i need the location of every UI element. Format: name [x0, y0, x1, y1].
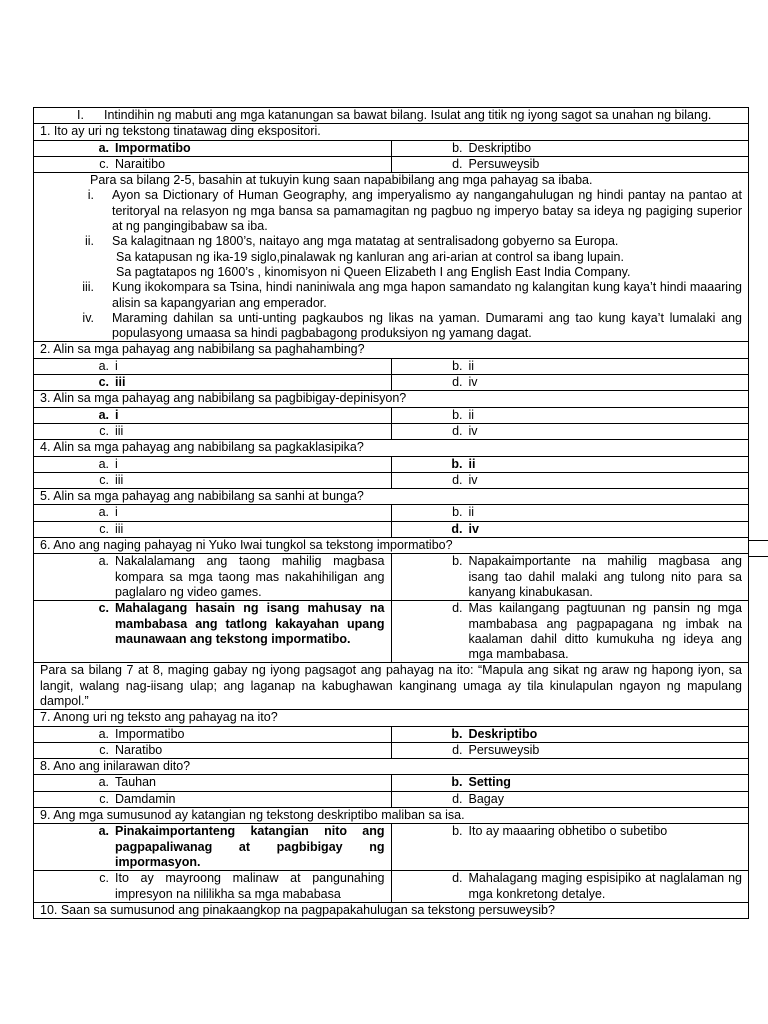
option-row — [34, 505, 749, 521]
option-3b[interactable] — [391, 407, 749, 423]
statement-text: Kung ikokompara sa Tsina, hindi naniniwala ang mga hapon samandato ng kalangitan kung kaya’t hindi maaaring alisin sa kapangyarian ang emperador. — [112, 280, 742, 310]
option-text: iv — [468, 521, 479, 536]
option-5c[interactable] — [34, 521, 392, 537]
statement-number — [40, 250, 112, 265]
option-text: iii — [115, 375, 126, 390]
option-text: Damdamin — [115, 791, 176, 806]
question-row — [34, 538, 749, 554]
option-text: Napakaimportante na mahilig magbasa ang isang tao dahil malaki ang tulong nito para sa kanyang kinabukasan. — [468, 554, 742, 599]
option-text: Persuweysib — [468, 156, 540, 171]
option-row — [34, 156, 749, 172]
question-1: 1. Ito ay uri ng tekstong tinatawag ding ekspositori. — [34, 124, 749, 140]
option-6c[interactable] — [34, 601, 392, 663]
option-letter: a. — [98, 358, 109, 373]
question-row — [34, 391, 749, 407]
statement-text: Sa katapusan ng ika-19 siglo,pinalawak ng kanluran ang ari-arian at control sa ibang lupain. — [116, 249, 624, 264]
option-text: Impormatibo — [115, 726, 185, 741]
question-7: 7. Anong uri ng teksto ang pahayag na ito? — [34, 710, 749, 726]
question-4: 4. Alin sa mga pahayag ang nabibilang sa pagkaklasipika? — [34, 440, 749, 456]
option-2b[interactable] — [391, 358, 749, 374]
option-9d[interactable] — [391, 871, 749, 903]
option-row — [34, 742, 749, 758]
option-row — [34, 358, 749, 374]
option-letter: d. — [452, 156, 463, 171]
option-letter: a. — [98, 554, 109, 569]
option-9a[interactable] — [34, 824, 392, 871]
option-letter: b. — [452, 407, 463, 422]
option-text: Mahalagang maging espisipiko at naglalaman ng mga konkretong detalye. — [468, 871, 742, 901]
option-7b[interactable] — [391, 726, 749, 742]
option-letter: b. — [452, 505, 463, 520]
question-row — [34, 489, 749, 505]
statement-number: i. — [87, 188, 94, 203]
statement-text: Ayon sa Dictionary of Human Geography, ang imperyalismo ay nangangahulugan ng hindi pantay na pantao at teritoryal na relasyon ng mga bansa sa pamamagitan ng pagbuo ng imperyo batay sa ideya ng pagiging superior at ng pangingibabaw sa iba. — [112, 188, 742, 234]
quiz-table — [33, 107, 749, 919]
option-row — [34, 140, 749, 156]
option-text: ii — [468, 456, 476, 471]
option-1b[interactable] — [391, 140, 749, 156]
option-text: Ito ay mayroong malinaw at pangunahing impresyon na nililikha sa mga mababasa — [115, 871, 385, 901]
option-letter: c. — [99, 423, 109, 438]
option-text: Nakalalamang ang taong mahilig magbasa kompara sa mga taong mas nakahihiligan ang paglalaro ng video games. — [115, 554, 385, 599]
passage-2-5 — [34, 173, 749, 342]
option-text: Impormatibo — [115, 140, 191, 155]
statement-text: Sa pagtatapos ng 1600’s , kinomisyon ni Queen Elizabeth I ang English East India Company. — [116, 264, 631, 279]
option-letter: a. — [98, 505, 109, 520]
option-letter: d. — [452, 472, 463, 487]
option-2d[interactable] — [391, 375, 749, 391]
option-letter: a. — [98, 456, 109, 471]
question-10: 10. Saan sa sumusunod ang pinakaangkop na pagpapakahulugan sa tekstong persuweysib? — [34, 902, 749, 918]
option-3a[interactable] — [34, 407, 392, 423]
option-text: Ito ay maaaring obhetibo o subetibo — [468, 824, 668, 839]
option-2a[interactable] — [34, 358, 392, 374]
question-row — [34, 342, 749, 358]
option-3c[interactable] — [34, 423, 392, 439]
option-letter: d. — [452, 791, 463, 806]
statement-number: iii. — [82, 280, 94, 295]
option-4d[interactable] — [391, 472, 749, 488]
instruction-number: I. — [77, 108, 84, 122]
option-text: Bagay — [468, 791, 504, 806]
option-row — [34, 791, 749, 807]
option-text: Setting — [468, 775, 511, 790]
option-row — [34, 423, 749, 439]
option-4b[interactable] — [391, 456, 749, 472]
passage-row — [34, 173, 749, 342]
statement-number: iv. — [82, 310, 94, 325]
option-8a[interactable] — [34, 775, 392, 791]
option-letter: d. — [452, 375, 463, 390]
option-text: Deskriptibo — [468, 726, 538, 741]
question-5: 5. Alin sa mga pahayag ang nabibilang sa sanhi at bunga? — [34, 489, 749, 505]
option-letter: c. — [99, 791, 109, 806]
option-6b[interactable] — [391, 554, 749, 601]
option-text: Pinakaimportanteng katangian nito ang pagpapaliwanag at pagbibigay ng impormasyon. — [115, 824, 385, 869]
option-text: ii — [468, 407, 475, 422]
question-3: 3. Alin sa mga pahayag ang nabibilang sa pagbibigay-depinisyon? — [34, 391, 749, 407]
option-letter: d. — [452, 742, 463, 757]
option-text: i — [115, 505, 118, 520]
option-text: i — [115, 407, 119, 422]
option-letter: c. — [98, 601, 109, 616]
question-9: 9. Ang mga sumusunod ay katangian ng tekstong deskriptibo maliban sa isa. — [34, 808, 749, 824]
option-3d[interactable] — [391, 423, 749, 439]
question-row — [34, 440, 749, 456]
option-9b[interactable] — [391, 824, 749, 871]
option-letter: b. — [451, 726, 463, 741]
instruction-text: Intindihin ng mabuti ang mga katanungan sa bawat bilang. Isulat ang titik ng iyong sagot sa unahan ng bilang. — [104, 108, 712, 122]
option-row — [34, 521, 749, 537]
option-1c[interactable] — [34, 156, 392, 172]
option-9c[interactable] — [34, 871, 392, 903]
option-7a[interactable] — [34, 726, 392, 742]
option-text: Naratibo — [115, 742, 163, 757]
option-text: Mahalagang hasain ng isang mahusay na mambabasa ang tatlong kakayahan upang maunawaan ang tekstong impormatibo. — [115, 601, 385, 646]
border-stub — [749, 556, 768, 557]
option-row — [34, 375, 749, 391]
option-letter: a. — [98, 726, 109, 741]
option-letter: a. — [98, 140, 109, 155]
option-8b[interactable] — [391, 775, 749, 791]
option-letter: d. — [452, 601, 463, 616]
question-row — [34, 759, 749, 775]
option-5a[interactable] — [34, 505, 392, 521]
option-text: ii — [468, 358, 475, 373]
option-letter: b. — [452, 358, 463, 373]
option-row — [34, 775, 749, 791]
option-text: Persuweysib — [468, 742, 540, 757]
option-row — [34, 871, 749, 903]
option-row — [34, 407, 749, 423]
option-text: iii — [115, 472, 124, 487]
option-text: Tauhan — [115, 775, 157, 790]
question-2: 2. Alin sa mga pahayag ang nabibilang sa paghahambing? — [34, 342, 749, 358]
question-row — [34, 902, 749, 918]
option-row — [34, 456, 749, 472]
option-7c[interactable] — [34, 742, 392, 758]
option-letter: c. — [99, 742, 109, 757]
option-letter: b. — [451, 775, 463, 790]
option-text: i — [115, 358, 118, 373]
statement-number — [40, 265, 112, 280]
statement-text: Maraming dahilan sa unti-unting pagkaubos ng likas na yaman. Dumarami ang tao kung kaya’t lumalaki ang populasyong umaasa sa hindi pagbabagong produksiyon ng yamang dagat. — [112, 310, 742, 341]
statement-text: Sa kalagitnaan ng 1800’s, naitayo ang mga matatag at sentralisadong gobyerno sa Europa. — [112, 234, 619, 249]
option-row — [34, 554, 749, 601]
option-letter: d. — [452, 871, 463, 886]
option-text: Deskriptibo — [468, 140, 532, 155]
option-text: Naraitibo — [115, 156, 166, 171]
instruction-cell — [34, 108, 749, 124]
option-row — [34, 726, 749, 742]
option-text: iv — [468, 423, 478, 438]
option-letter: a. — [98, 407, 109, 422]
option-letter: c. — [99, 156, 109, 171]
option-4a[interactable] — [34, 456, 392, 472]
border-stub — [749, 540, 768, 541]
option-2c[interactable] — [34, 375, 392, 391]
option-text: iv — [468, 472, 478, 487]
statement-number: ii. — [84, 234, 94, 249]
passage-7-8: Para sa bilang 7 at 8, maging gabay ng iyong pagsagot ang pahayag na ito: “Mapula ang sikat ng araw ng hapong iyon, sa langit, walang nag-iisang ulap; ang laganap na kabughawan kanginang umaga ay tila kinulapulan ngayon ng mapulang dampol.” — [34, 663, 749, 710]
option-letter: a. — [98, 824, 109, 839]
option-5d[interactable] — [391, 521, 749, 537]
option-letter: a. — [98, 775, 109, 790]
option-row — [34, 601, 749, 663]
option-letter: b. — [452, 824, 463, 839]
option-6a[interactable] — [34, 554, 392, 601]
option-letter: b. — [452, 554, 463, 569]
option-8c[interactable] — [34, 791, 392, 807]
option-letter: b. — [452, 140, 463, 155]
option-row — [34, 824, 749, 871]
question-8: 8. Ano ang inilarawan dito? — [34, 759, 749, 775]
passage-intro: Para sa bilang 2-5, basahin at tukuyin kung saan napabibilang ang mga pahayag sa ibaba. — [90, 173, 593, 188]
option-letter: b. — [451, 456, 463, 471]
option-6d[interactable] — [391, 601, 749, 663]
option-text: iii — [115, 521, 124, 536]
option-text: iii — [115, 423, 124, 438]
option-4c[interactable] — [34, 472, 392, 488]
question-6: 6. Ano ang naging pahayag ni Yuko Iwai tungkol sa tekstong impormatibo? — [34, 538, 749, 554]
option-letter: d. — [452, 423, 463, 438]
instruction-row — [34, 108, 749, 124]
option-letter: c. — [99, 521, 109, 536]
option-text: i — [115, 456, 118, 471]
option-5b[interactable] — [391, 505, 749, 521]
option-letter: c. — [99, 472, 109, 487]
option-1a[interactable] — [34, 140, 392, 156]
option-letter: c. — [98, 375, 109, 390]
option-8d[interactable] — [391, 791, 749, 807]
question-row — [34, 124, 749, 140]
option-1d[interactable] — [391, 156, 749, 172]
question-row — [34, 808, 749, 824]
option-letter: d. — [451, 521, 463, 536]
option-row — [34, 472, 749, 488]
question-row — [34, 710, 749, 726]
passage-row — [34, 663, 749, 710]
option-text: ii — [468, 505, 475, 520]
option-text: Mas kailangang pagtuunan ng pansin ng mga mambabasa ang pagpapagana ng imbak na kaalaman dahil ditto kumukuha ng ideya ang mga mambabasa. — [468, 601, 742, 662]
option-text: iv — [468, 375, 478, 390]
option-7d[interactable] — [391, 742, 749, 758]
option-letter: c. — [99, 871, 109, 886]
